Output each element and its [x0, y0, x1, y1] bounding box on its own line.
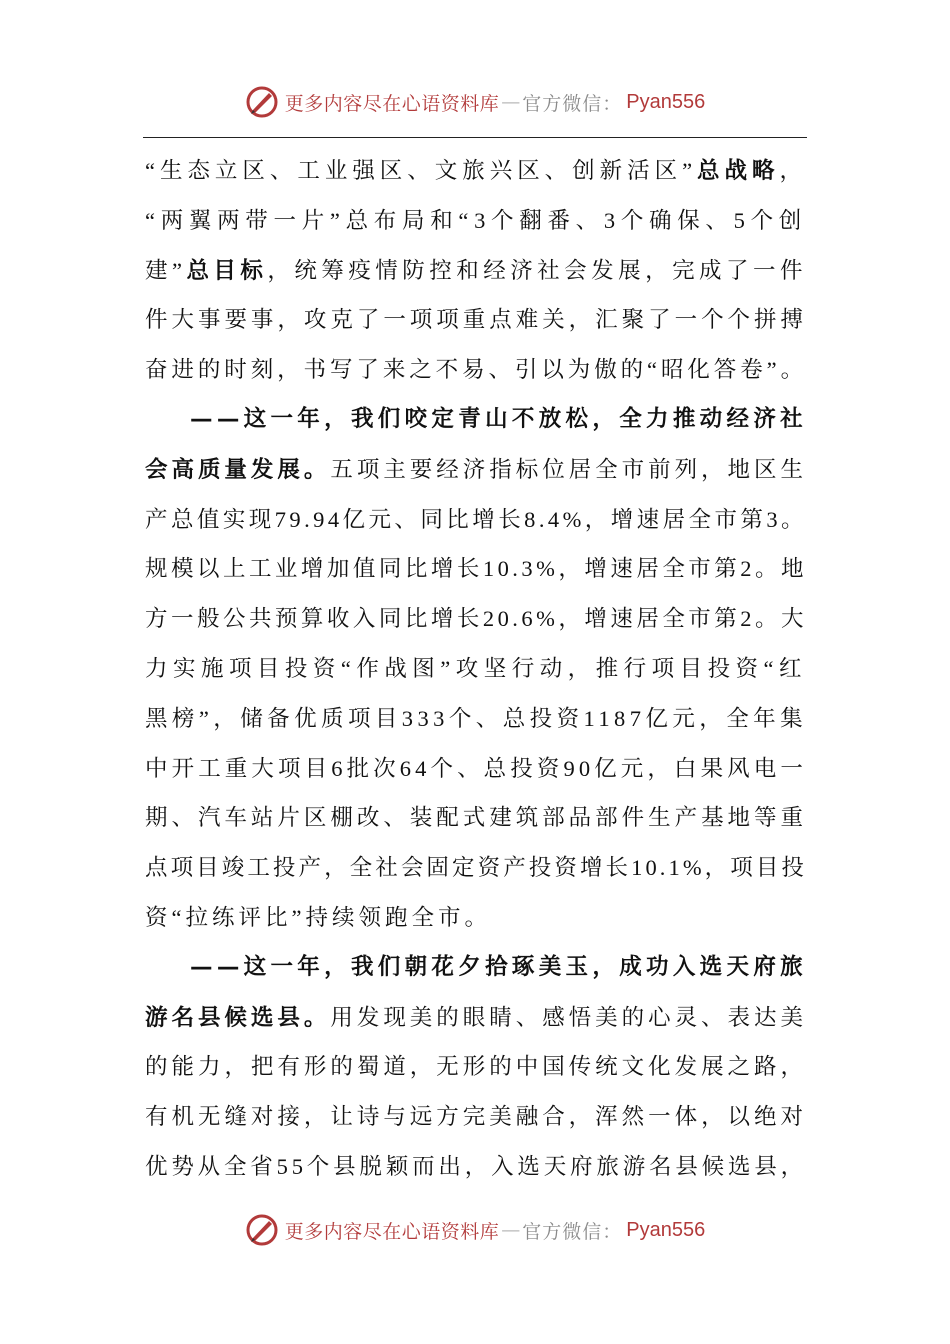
header-wechat-label: 官方微信：: [522, 92, 623, 115]
text-line: 建”总目标，统筹疫情防控和经济社会发展，完成了一件: [145, 257, 807, 284]
header-wechat-id: Pyan556: [626, 90, 706, 113]
text-line: 期、汽车站片区棚改、装配式建筑部品部件生产基地等重: [145, 805, 807, 831]
text-line: 会高质量发展。五项主要经济指标位居全市前列，地区生: [145, 456, 807, 483]
text-line: 点项目竣工投产，全社会固定资产投资增长10.1%，项目投: [145, 855, 807, 881]
section-heading-line: ——这一年，我们咬定青山不放松，全力推动经济社: [190, 405, 807, 432]
header-banner: [0, 82, 950, 122]
pen-circle-logo-icon: [245, 1213, 279, 1247]
text-line: 优势从全省55个县脱颖而出，入选天府旅游名县候选县，: [145, 1153, 807, 1179]
text-line: “两翼两带一片”总布局和“3个翻番、3个确保、5个创: [145, 207, 807, 233]
document-body: [145, 146, 807, 1192]
footer-wechat-label: 官方微信：: [522, 1220, 623, 1243]
text-line: 件大事要事，攻克了一项项重点难关，汇聚了一个个拼搏: [145, 307, 807, 333]
text-line: 中开工重大项目6批次64个、总投资90亿元，白果风电一: [145, 755, 807, 781]
header-divider: [143, 137, 807, 138]
section-heading-line: ——这一年，我们朝花夕拾琢美玉，成功入选天府旅: [190, 953, 807, 980]
text-line: 规模以上工业增加值同比增长10.3%，增速居全市第2。地: [145, 556, 807, 582]
text-line: 资“拉练评比”持续领跑全市。: [145, 904, 491, 930]
header-dash: —: [501, 91, 521, 113]
text-line: 黑榜”，储备优质项目333个、总投资1187亿元，全年集: [145, 705, 807, 731]
pen-circle-logo-icon: [245, 85, 279, 119]
text-line: 力实施项目投资“作战图”攻坚行动，推行项目投资“红: [145, 655, 807, 681]
footer-site-text: 更多内容尽在心语资料库: [284, 1220, 500, 1243]
footer-wechat-id: Pyan556: [626, 1218, 706, 1241]
text-line: 游名县候选县。用发现美的眼睛、感悟美的心灵、表达美: [145, 1004, 807, 1031]
text-line: “生态立区、工业强区、文旅兴区、创新活区”总战略，: [145, 158, 807, 184]
footer-banner: [0, 1210, 950, 1250]
text-line: 奋进的时刻，书写了来之不易、引以为傲的“昭化答卷”。: [145, 357, 807, 383]
text-line: 方一般公共预算收入同比增长20.6%，增速居全市第2。大: [145, 606, 807, 632]
header-site-text: 更多内容尽在心语资料库: [284, 92, 500, 115]
text-line: 产总值实现79.94亿元、同比增长8.4%，增速居全市第3。: [145, 506, 807, 532]
footer-dash: —: [501, 1219, 521, 1241]
text-line: 有机无缝对接，让诗与远方完美融合，浑然一体，以绝对: [145, 1104, 807, 1130]
text-line: 的能力，把有形的蜀道，无形的中国传统文化发展之路，: [145, 1054, 807, 1080]
